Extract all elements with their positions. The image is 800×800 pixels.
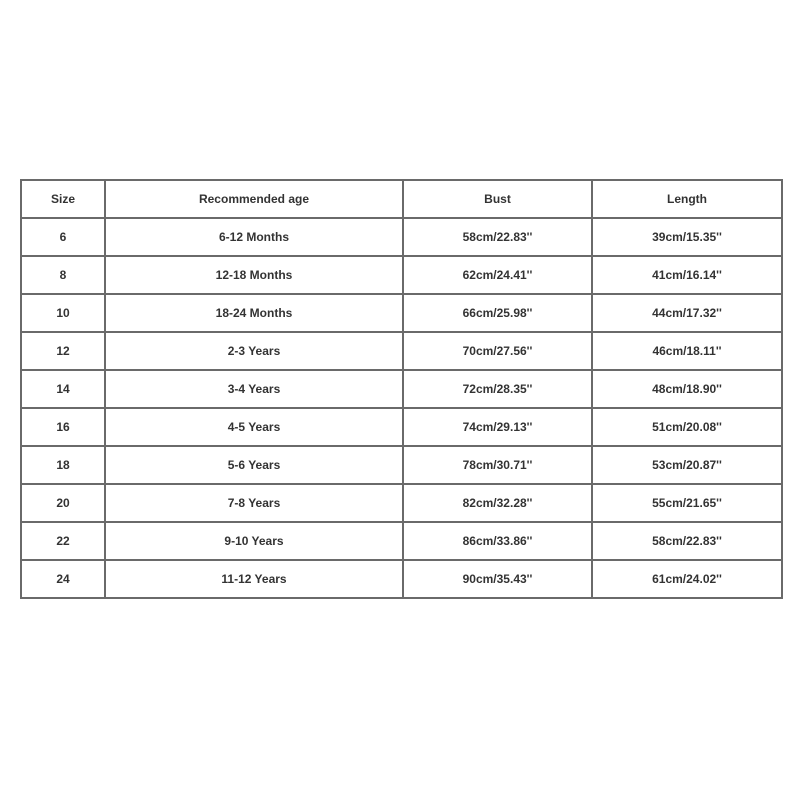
- cell-length: 48cm/18.90'': [592, 370, 782, 408]
- cell-size: 8: [21, 256, 105, 294]
- table-row: [21, 446, 782, 484]
- cell-bust: 86cm/33.86'': [403, 522, 592, 560]
- header-size: Size: [21, 180, 105, 218]
- table-row: [21, 256, 782, 294]
- cell-bust: 82cm/32.28'': [403, 484, 592, 522]
- table-row: [21, 522, 782, 560]
- cell-size: 22: [21, 522, 105, 560]
- table-row: [21, 218, 782, 256]
- cell-size: 20: [21, 484, 105, 522]
- table-row: [21, 370, 782, 408]
- cell-age: 4-5 Years: [105, 408, 403, 446]
- cell-age: 5-6 Years: [105, 446, 403, 484]
- cell-bust: 78cm/30.71'': [403, 446, 592, 484]
- header-length: Length: [592, 180, 782, 218]
- cell-length: 39cm/15.35'': [592, 218, 782, 256]
- cell-length: 51cm/20.08'': [592, 408, 782, 446]
- size-chart-table: [20, 179, 783, 599]
- table-row: [21, 560, 782, 598]
- cell-size: 14: [21, 370, 105, 408]
- cell-age: 12-18 Months: [105, 256, 403, 294]
- cell-size: 12: [21, 332, 105, 370]
- header-recommended-age: Recommended age: [105, 180, 403, 218]
- cell-length: 41cm/16.14'': [592, 256, 782, 294]
- cell-length: 55cm/21.65'': [592, 484, 782, 522]
- cell-size: 16: [21, 408, 105, 446]
- table-body: [21, 218, 782, 598]
- cell-age: 9-10 Years: [105, 522, 403, 560]
- header-row: [21, 180, 782, 218]
- table-row: [21, 408, 782, 446]
- cell-bust: 90cm/35.43'': [403, 560, 592, 598]
- cell-size: 24: [21, 560, 105, 598]
- table-header: [21, 180, 782, 218]
- cell-size: 6: [21, 218, 105, 256]
- cell-bust: 72cm/28.35'': [403, 370, 592, 408]
- table-row: [21, 484, 782, 522]
- cell-age: 2-3 Years: [105, 332, 403, 370]
- cell-bust: 74cm/29.13'': [403, 408, 592, 446]
- cell-bust: 62cm/24.41'': [403, 256, 592, 294]
- cell-length: 61cm/24.02'': [592, 560, 782, 598]
- header-bust: Bust: [403, 180, 592, 218]
- cell-age: 11-12 Years: [105, 560, 403, 598]
- table-row: [21, 294, 782, 332]
- table-row: [21, 332, 782, 370]
- cell-size: 18: [21, 446, 105, 484]
- cell-length: 58cm/22.83'': [592, 522, 782, 560]
- cell-bust: 66cm/25.98'': [403, 294, 592, 332]
- cell-bust: 70cm/27.56'': [403, 332, 592, 370]
- cell-age: 3-4 Years: [105, 370, 403, 408]
- cell-length: 44cm/17.32'': [592, 294, 782, 332]
- cell-bust: 58cm/22.83'': [403, 218, 592, 256]
- cell-size: 10: [21, 294, 105, 332]
- cell-age: 7-8 Years: [105, 484, 403, 522]
- cell-length: 46cm/18.11'': [592, 332, 782, 370]
- cell-age: 18-24 Months: [105, 294, 403, 332]
- cell-age: 6-12 Months: [105, 218, 403, 256]
- cell-length: 53cm/20.87'': [592, 446, 782, 484]
